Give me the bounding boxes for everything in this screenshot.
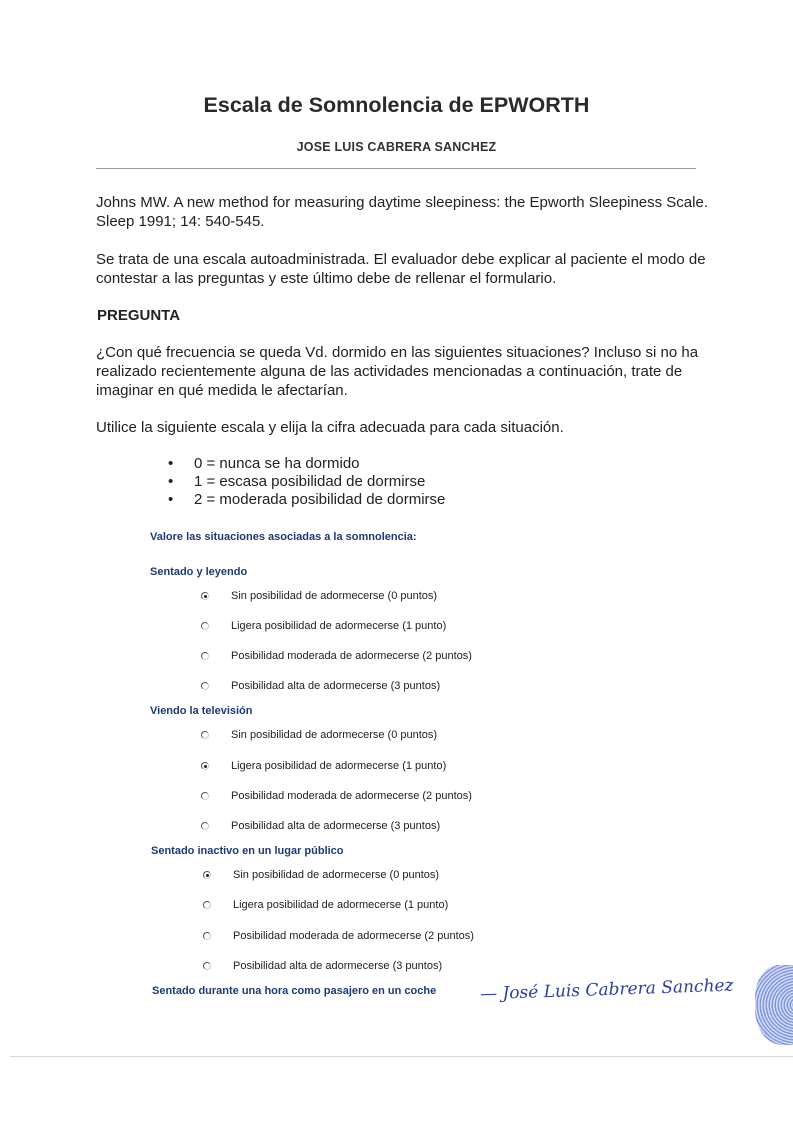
instructions-paragraph: Se trata de una escala autoadministrada. El evaluador debe explicar al paciente el modo de contestar a las preguntas y este último debe de rellenar el formulario. <box>96 251 706 287</box>
question-text: ¿Con qué frecuencia se queda Vd. dormido en las siguientes situaciones? Incluso si no ha realizado recientemente alguna de las actividades mencionadas a continuación, trate de imaginar en qué medida le afectarían. <box>96 344 699 399</box>
radio-button[interactable] <box>203 901 211 909</box>
option-label: Sin posibilidad de adormecerse (0 puntos) <box>233 869 440 881</box>
radio-button-selected[interactable] <box>201 762 209 770</box>
option-label: Posibilidad moderada de adormecerse (2 puntos) <box>231 790 472 802</box>
option-label: Posibilidad moderada de adormecerse (2 puntos) <box>231 650 472 662</box>
section-label-car-passenger: Sentado durante una hora como pasajero en un coche <box>152 985 437 997</box>
option-row[interactable] <box>203 929 474 943</box>
option-row[interactable] <box>201 619 446 633</box>
fingerprint-icon <box>755 965 793 1045</box>
option-label: Posibilidad alta de adormecerse (3 puntos) <box>231 820 441 832</box>
option-row[interactable] <box>203 898 448 912</box>
radio-button[interactable] <box>201 652 209 660</box>
option-label: Ligera posibilidad de adormecerse (1 punto) <box>231 760 447 772</box>
option-row[interactable] <box>203 959 442 973</box>
section-label-reading: Sentado y leyendo <box>150 566 248 578</box>
option-label: Ligera posibilidad de adormecerse (1 punto) <box>231 620 447 632</box>
option-label: Posibilidad moderada de adormecerse (2 puntos) <box>233 930 474 942</box>
option-label: Posibilidad alta de adormecerse (3 puntos) <box>233 960 443 972</box>
option-row[interactable] <box>201 589 437 603</box>
section-label-tv: Viendo la televisión <box>150 705 253 717</box>
radio-button[interactable] <box>203 962 211 970</box>
option-row[interactable] <box>203 868 439 882</box>
option-row[interactable] <box>201 679 440 693</box>
form-intro: Valore las situaciones asociadas a la somnolencia: <box>150 531 417 543</box>
page-edge-line <box>10 1056 793 1057</box>
radio-button-selected[interactable] <box>201 592 209 600</box>
section-label-public-place: Sentado inactivo en un lugar público <box>151 845 344 857</box>
option-row[interactable] <box>201 789 472 803</box>
option-row[interactable] <box>201 759 446 773</box>
reference-paragraph: Johns MW. A new method for measuring daytime sleepiness: the Epworth Sleepiness Scale. Sleep 1991; 14: 540-545. <box>96 194 708 230</box>
radio-button[interactable] <box>201 792 209 800</box>
option-label: Posibilidad alta de adormecerse (3 puntos) <box>231 680 441 692</box>
scale-item-1: • 1 = escasa posibilidad de dormirse <box>168 473 425 490</box>
radio-button[interactable] <box>201 622 209 630</box>
radio-button[interactable] <box>201 731 209 739</box>
scale-item-2: • 2 = moderada posibilidad de dormirse <box>168 491 445 508</box>
question-heading: PREGUNTA <box>97 307 181 324</box>
scale-intro: Utilice la siguiente escala y elija la cifra adecuada para cada situación. <box>96 419 564 436</box>
option-row[interactable] <box>201 819 440 833</box>
option-label: Ligera posibilidad de adormecerse (1 punto) <box>233 899 449 911</box>
radio-button-selected[interactable] <box>203 871 211 879</box>
option-label: Sin posibilidad de adormecerse (0 puntos) <box>231 729 438 741</box>
radio-button[interactable] <box>201 682 209 690</box>
page-title: Escala de Somnolencia de EPWORTH <box>203 93 590 117</box>
option-row[interactable] <box>201 649 472 663</box>
author-name: JOSE LUIS CABRERA SANCHEZ <box>296 140 497 154</box>
handwritten-signature: — José Luis Cabrera Sanchez <box>479 975 734 1005</box>
radio-button[interactable] <box>203 932 211 940</box>
option-row[interactable] <box>201 728 437 742</box>
option-label: Sin posibilidad de adormecerse (0 puntos) <box>231 590 438 602</box>
radio-button[interactable] <box>201 822 209 830</box>
scale-item-0: • 0 = nunca se ha dormido <box>168 455 360 472</box>
header-divider <box>96 168 696 169</box>
